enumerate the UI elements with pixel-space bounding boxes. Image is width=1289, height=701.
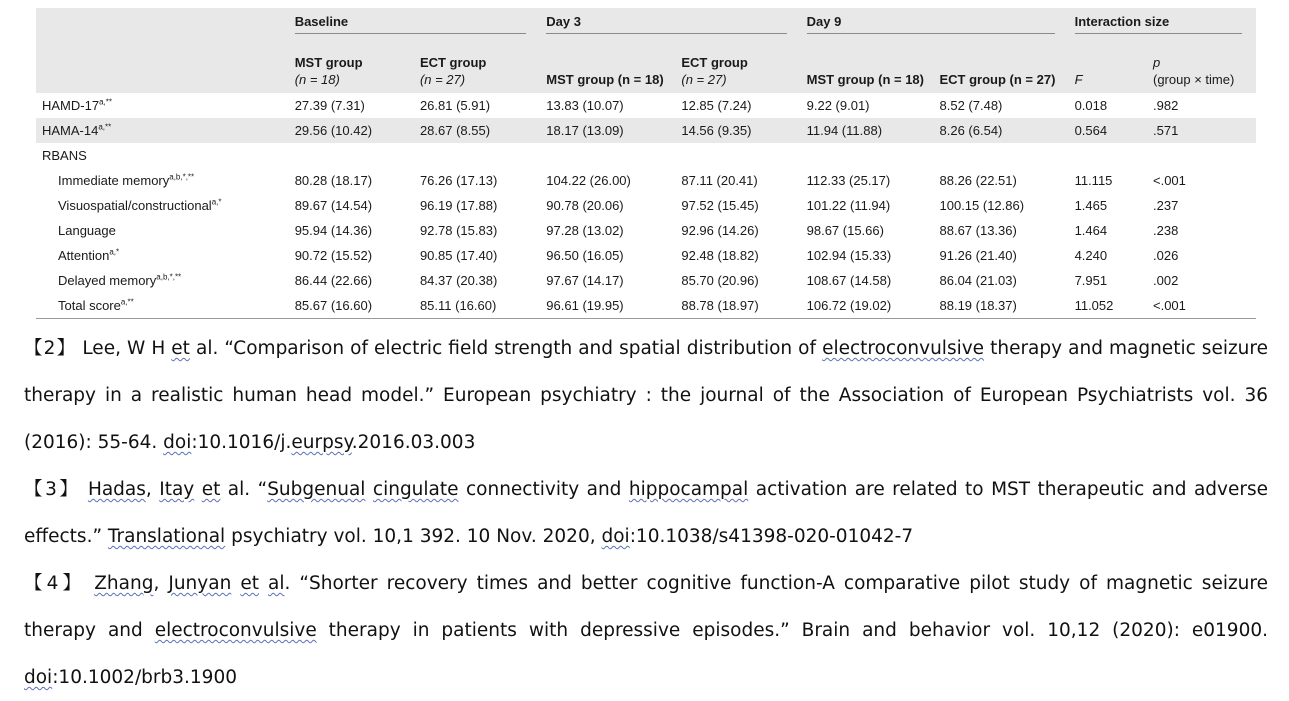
table-row [36, 243, 1256, 268]
table-row [36, 143, 1256, 168]
results-table [36, 8, 1256, 319]
table-cell: 98.67 (15.66) [806, 223, 884, 238]
spellcheck-word: cingulate [372, 479, 459, 500]
table-row [36, 218, 1256, 243]
spellcheck-word: Translational [107, 526, 226, 547]
table-cell: .026 [1153, 248, 1179, 263]
table-cell: 97.67 (14.17) [546, 273, 624, 288]
spellcheck-word: al [268, 573, 285, 594]
table-cell: 97.52 (15.45) [681, 198, 759, 213]
table-cell [540, 143, 675, 168]
table-cell: 80.28 (18.17) [294, 173, 373, 188]
subheader-baseline-ect: ECT group (n = 27) [414, 38, 540, 93]
reference-text: al. “Comparison of electric field strength and spatial distribution of [189, 338, 823, 359]
table-cell: .237 [1153, 198, 1179, 213]
table-cell: 96.61 (19.95) [540, 293, 675, 319]
table-cell [675, 143, 800, 168]
subheader-f: F [1069, 38, 1147, 93]
row-label: Total score$^{a,**}$ [36, 293, 289, 319]
table-cell: 97.28 (13.02) [546, 223, 624, 238]
subheader-baseline-mst: MST group (n = 18) [289, 38, 414, 93]
table-cell: 28.67 (8.55) [414, 118, 540, 143]
reference-text: :10.1016/j. [191, 432, 292, 453]
table-cell: 88.78 (18.97) [675, 293, 800, 319]
reference-text: al. “ [220, 479, 268, 500]
table-row [36, 293, 1256, 319]
table-cell [934, 143, 1069, 168]
reference-text: therapy and magnetic seizure therapy in a realistic human head model.” European psychiatry : the journal of the Association of European Psychiatrists vol. 36 (2016): 55-64. [24, 338, 1268, 453]
reference-text: :10.1038/s41398-020-01042-7 [629, 526, 914, 547]
reference-text [365, 479, 372, 500]
spellcheck-word: Junyan [168, 573, 232, 594]
table-cell: 88.19 (18.37) [934, 293, 1069, 319]
table-cell: .571 [1147, 118, 1256, 143]
reference-text: . “Shorter recovery times and better cognitive function-A comparative pilot study of magnetic seizure therapy and [24, 573, 1268, 641]
table-cell [801, 143, 934, 168]
table-row [36, 268, 1256, 293]
table-cell: 89.67 (14.54) [294, 198, 373, 213]
table-cell: 8.26 (6.54) [934, 118, 1069, 143]
table-cell: 88.67 (13.36) [939, 223, 1017, 238]
table-cell: 86.44 (22.66) [294, 273, 373, 288]
reference-text: , [145, 479, 160, 500]
spellcheck-word: doi [601, 526, 630, 547]
reference-number: 【2】 [24, 338, 77, 359]
spellcheck-word: doi [163, 432, 192, 453]
header-group-baseline: Baseline [289, 8, 541, 38]
row-label: Language [58, 223, 116, 238]
table-cell: 95.94 (14.36) [294, 223, 373, 238]
reference-item [24, 466, 1268, 560]
table-cell [1069, 143, 1147, 168]
header-group-day9: Day 9 [801, 8, 1069, 38]
row-label: Visuospatial/constructional$^{a,*}$ [58, 197, 222, 213]
row-label: Delayed memory$^{a,b,*,**}$ [58, 272, 182, 288]
spellcheck-word: hippocampal [628, 479, 749, 500]
table-cell: .002 [1153, 273, 1179, 288]
table-row [36, 93, 1256, 118]
table-subheaders [36, 38, 1256, 93]
subheader-blank [36, 38, 289, 93]
subheader-day3-mst: MST group (n = 18) [540, 38, 675, 93]
header-blank [36, 8, 289, 38]
reference-text [80, 479, 87, 500]
references-section [24, 325, 1268, 701]
table-cell: 96.50 (16.05) [546, 248, 624, 263]
spellcheck-word: Zhang [94, 573, 154, 594]
subheader-day9-ect: ECT group (n = 27) [934, 38, 1069, 93]
table-cell: 112.33 (25.17) [806, 173, 891, 188]
table-cell: 100.15 (12.86) [939, 198, 1025, 213]
reference-text: Lee, W H [76, 338, 172, 359]
spellcheck-word: eurpsy [291, 432, 352, 453]
table-row [36, 118, 1256, 143]
table-cell: 13.83 (10.07) [546, 98, 624, 113]
table-cell: 0.018 [1074, 98, 1108, 113]
table-cell: 92.78 (15.83) [419, 223, 498, 238]
table-cell: 27.39 (7.31) [294, 98, 365, 113]
reference-text: connectivity and [458, 479, 629, 500]
table-cell: 11.052 [1069, 293, 1147, 319]
table-cell [1147, 143, 1256, 168]
table-cell: 102.94 (15.33) [806, 248, 892, 263]
table-cell: <.001 [1153, 173, 1186, 188]
reference-text: .2016.03.003 [351, 432, 476, 453]
table-cell: 0.564 [1069, 118, 1147, 143]
reference-number: 【3】 [24, 479, 81, 500]
spellcheck-word: electroconvulsive [822, 338, 985, 359]
spellcheck-word: doi [24, 667, 53, 688]
table-header-groups [36, 8, 1256, 38]
table-cell: 7.951 [1074, 273, 1108, 288]
table-cell: 85.11 (16.60) [414, 293, 540, 319]
table-cell: 1.465 [1074, 198, 1108, 213]
row-label: HAMA-$14^{a,**}$ [36, 118, 289, 143]
row-label: HAMD-$17^{a,**}$ [42, 97, 112, 113]
table-cell: 9.22 (9.01) [806, 98, 870, 113]
reference-text [85, 573, 94, 594]
subheader-day3-ect: ECT group (n = 27) [675, 38, 800, 93]
row-label: Immediate memory$^{a,b,*,**}$ [58, 172, 195, 188]
table-cell: 76.26 (17.13) [419, 173, 498, 188]
reference-text [231, 573, 240, 594]
table-cell: 104.22 (26.00) [546, 173, 631, 188]
reference-text: , [153, 573, 169, 594]
table-cell: 101.22 (11.94) [806, 198, 891, 213]
table-cell: 90.78 (20.06) [546, 198, 624, 213]
table-row [36, 193, 1256, 218]
reference-text [194, 479, 201, 500]
table-cell: 29.56 (10.42) [289, 118, 414, 143]
subheader-p: p (group × time) [1147, 38, 1256, 93]
table-cell: 1.464 [1074, 223, 1108, 238]
reference-text: therapy in patients with depressive episodes.” Brain and behavior vol. 10,12 (2020): e01900. [316, 620, 1268, 641]
reference-text: :10.1002/brb3.1900 [52, 667, 237, 688]
table-cell: 18.17 (13.09) [540, 118, 675, 143]
table-cell: 92.96 (14.26) [681, 223, 759, 238]
reference-text: psychiatry vol. 10,1 392. 10 Nov. 2020, [225, 526, 602, 547]
table-cell: 12.85 (7.24) [681, 98, 752, 113]
table-cell: 14.56 (9.35) [675, 118, 800, 143]
table-cell: 4.240 [1074, 248, 1108, 263]
table-cell: 86.04 (21.03) [939, 273, 1017, 288]
table-cell: 90.72 (15.52) [294, 248, 373, 263]
table-cell: 88.26 (22.51) [939, 173, 1017, 188]
table-cell: 11.94 (11.88) [801, 118, 934, 143]
row-label: Attention$^{a,*}$ [58, 247, 120, 263]
table-row [36, 168, 1256, 193]
table-cell: .982 [1153, 98, 1179, 113]
spellcheck-word: Hadas [87, 479, 146, 500]
table-cell: 91.26 (21.40) [939, 248, 1017, 263]
spellcheck-word: electroconvulsive [154, 620, 317, 641]
spellcheck-word: et [171, 338, 190, 359]
subheader-day9-mst: MST group (n = 18) [801, 38, 934, 93]
table-cell: 8.52 (7.48) [939, 98, 1003, 113]
table-cell [414, 143, 540, 168]
spellcheck-word: et [240, 573, 259, 594]
reference-text [259, 573, 268, 594]
table-cell: 26.81 (5.91) [419, 98, 491, 113]
table-cell [289, 143, 414, 168]
table-cell: <.001 [1147, 293, 1256, 319]
table-cell: .238 [1153, 223, 1179, 238]
table-cell: 11.115 [1074, 173, 1113, 188]
table-cell: 106.72 (19.02) [801, 293, 934, 319]
table-cell: 85.67 (16.60) [289, 293, 414, 319]
spellcheck-word: Subgenual [267, 479, 366, 500]
table-cell: 96.19 (17.88) [419, 198, 498, 213]
row-label: RBANS [42, 148, 87, 163]
spellcheck-word: Itay [159, 479, 195, 500]
table-cell: 85.70 (20.96) [681, 273, 759, 288]
reference-item [24, 325, 1268, 466]
reference-item [24, 560, 1268, 701]
table-cell: 84.37 (20.38) [419, 273, 498, 288]
header-group-day3: Day 3 [540, 8, 800, 38]
reference-number: 【4】 [24, 573, 86, 594]
reference-text: activation are related to MST therapeutic and adverse effects.” [24, 479, 1268, 547]
table-cell: 90.85 (17.40) [419, 248, 498, 263]
table-cell: 108.67 (14.58) [806, 273, 892, 288]
spellcheck-word: et [201, 479, 221, 500]
table-cell: 87.11 (20.41) [681, 173, 758, 188]
header-group-interaction: Interaction size [1069, 8, 1256, 38]
table-cell: 92.48 (18.82) [681, 248, 759, 263]
